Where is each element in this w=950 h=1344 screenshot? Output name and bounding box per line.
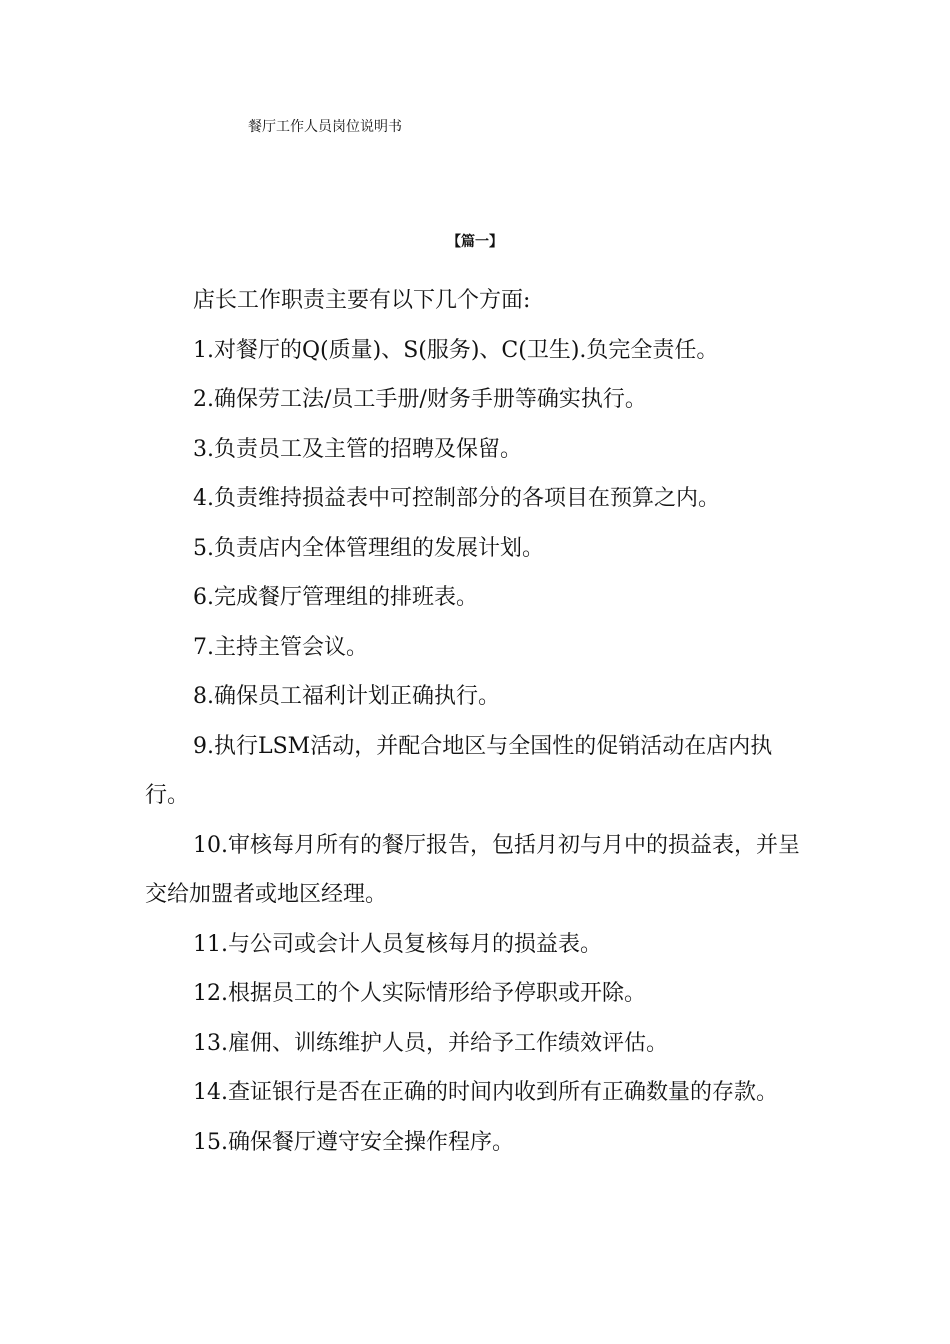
- section-label: 【篇一】: [447, 234, 503, 250]
- list-item: 14.查证银行是否在正确的时间内收到所有正确数量的存款。: [193, 1080, 778, 1105]
- list-item: 6.完成餐厅管理组的排班表。: [193, 585, 478, 610]
- list-item: 5.负责店内全体管理组的发展计划。: [193, 535, 544, 561]
- list-item: 4.负责维持损益表中可控制部分的各项目在预算之内。: [193, 486, 720, 511]
- list-item: 11.与公司或会计人员复核每月的损益表。: [193, 931, 602, 957]
- list-item: 10.审核每月所有的餐厅报告，包括月初与月中的损益表，并呈交给加盟者或地区经理。: [145, 832, 800, 907]
- document-body: [145, 276, 815, 1167]
- list-item: 8.确保员工福利计划正确执行。: [193, 684, 500, 709]
- list-item: 1.对餐厅的Q(质量)、S(服务)、C(卫生).负完全责任。: [193, 337, 719, 363]
- list-item: 3.负责员工及主管的招聘及保留。: [193, 436, 522, 462]
- list-item: 7.主持主管会议。: [193, 634, 368, 660]
- list-item: 2.确保劳工法/员工手册/财务手册等确实执行。: [193, 387, 647, 412]
- list-item: 9.执行LSM活动，并配合地区与全国性的促销活动在店内执行。: [145, 733, 773, 808]
- list-item: 13.雇佣、训练维护人员，并给予工作绩效评估。: [193, 1030, 668, 1056]
- list-item: 15.确保餐厅遵守安全操作程序。: [193, 1129, 514, 1155]
- list-item: 12.根据员工的个人实际情形给予停职或开除。: [193, 981, 646, 1006]
- document-title: 餐厅工作人员岗位说明书: [248, 119, 402, 135]
- intro-paragraph: 店长工作职责主要有以下几个方面:: [193, 288, 531, 313]
